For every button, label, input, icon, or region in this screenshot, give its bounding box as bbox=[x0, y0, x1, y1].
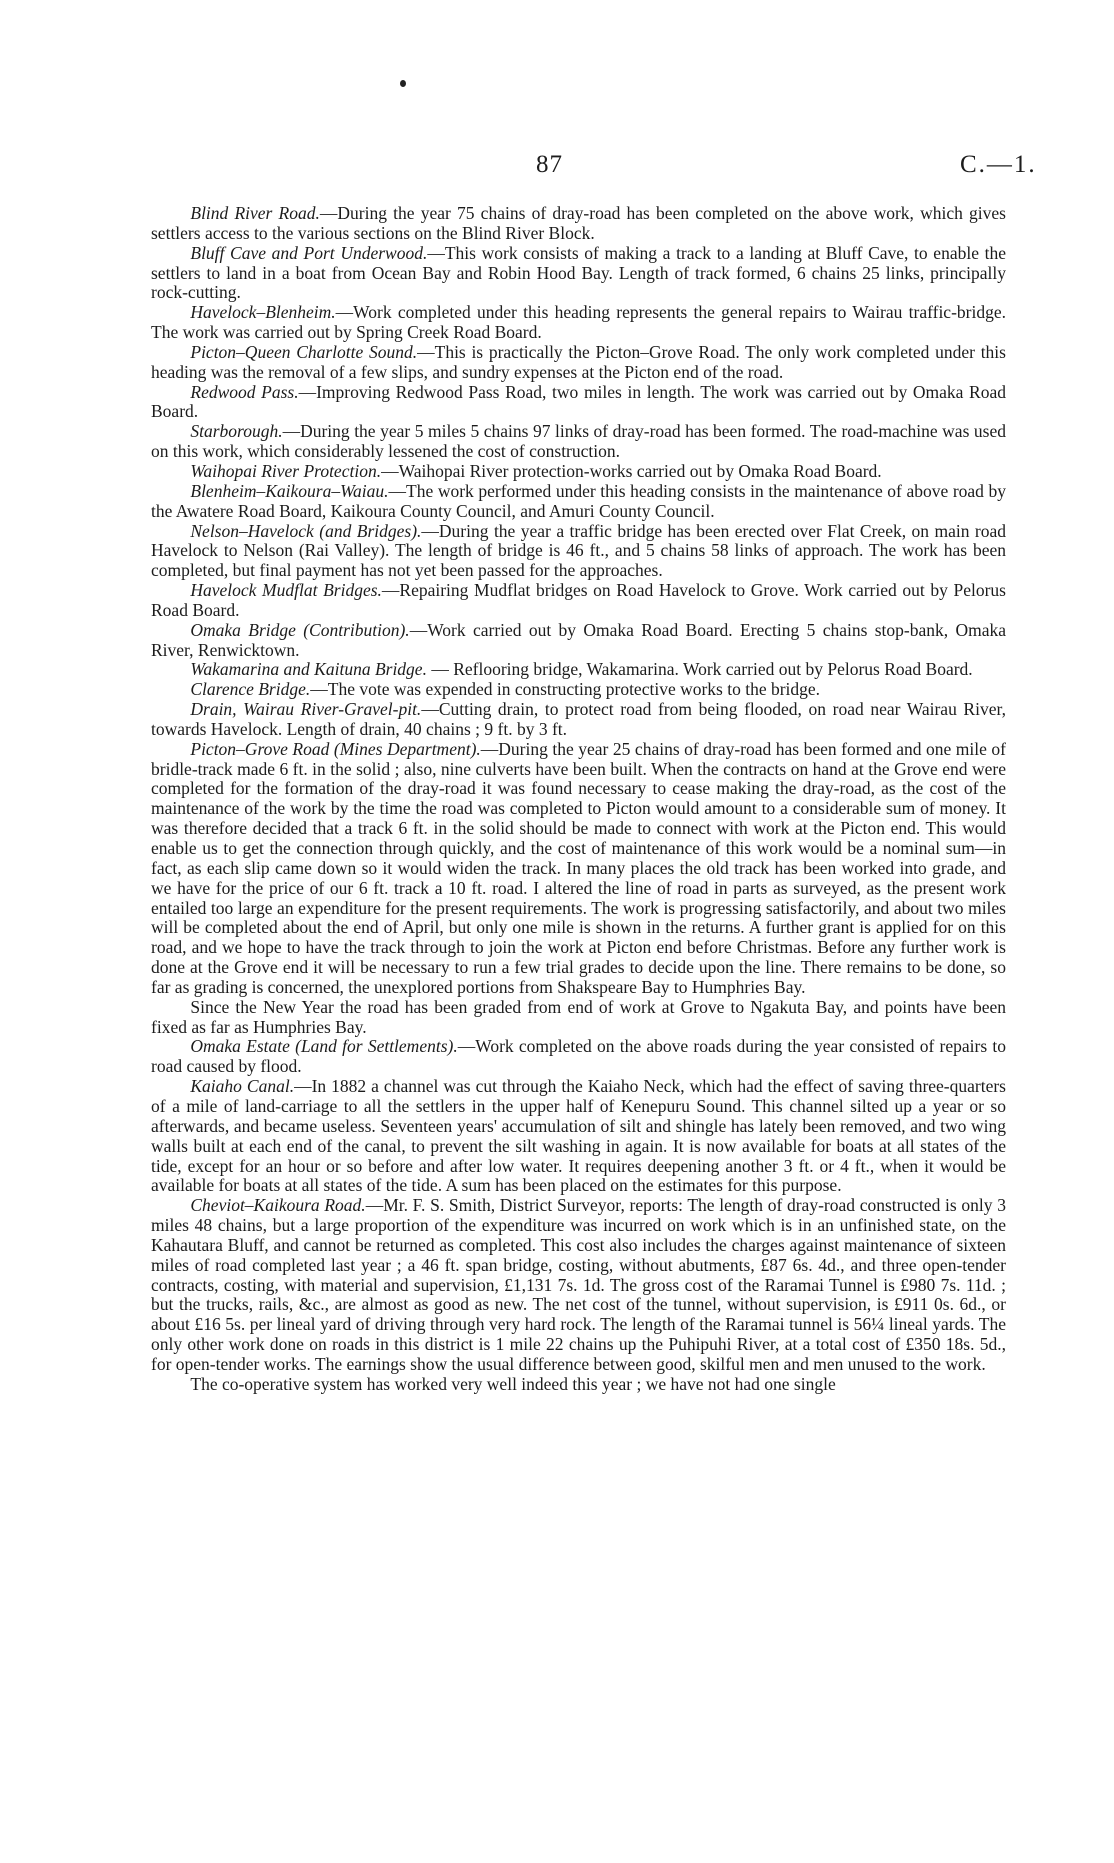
paragraph bbox=[151, 462, 1006, 482]
paragraph-heading: Omaka Estate (Land for Settlements). bbox=[190, 1036, 458, 1057]
paragraph-heading: Kaiaho Canal. bbox=[190, 1076, 295, 1097]
paragraph bbox=[151, 422, 1006, 462]
paragraph-text: —Mr. F. S. Smith, District Surveyor, reports: The length of dray-road constructed is only 3 miles 48 chains, but a large proportion of the expenditure was incurred on work which is in an unfinished state, on the Kahautara Bluff, and cannot be returned as completed. This cost also includes the charges against maintenance of sixteen miles of road completed last year ; a 46 ft. span bridge, costing, without abutments, £87 6s. 4d., and three open-tender contracts, costing, with material and supervision, £1,131 7s. 1d. The gross cost of the Raramai Tunnel is £980 7s. 11d. ; but the trucks, rails, &c., are almost as good as new. The net cost of the tunnel, without supervision, is £911 0s. 6d., or about £16 5s. per lineal yard of driving through very hard rock. The length of the Raramai tunnel is 56¼ lineal yards. The only other work done on roads in this district is 1 mile 22 chains up the Puhipuhi River, at a total cost of £350 18s. 5d., for open-tender works. The earnings show the usual difference between good, skilful men and men unused to the work. bbox=[151, 1195, 1006, 1374]
page-number: 87 bbox=[536, 151, 563, 178]
paragraph-text: Since the New Year the road has been graded from end of work at Grove to Ngakuta Bay, and points have been fixed as far as Humphries Bay. bbox=[151, 996, 1006, 1037]
paragraph bbox=[151, 303, 1006, 343]
paragraph bbox=[151, 660, 1006, 680]
paragraph bbox=[151, 482, 1006, 522]
paragraph-heading: Waihopai River Protection. bbox=[190, 460, 382, 481]
paragraph bbox=[151, 1375, 1006, 1395]
paragraph bbox=[151, 522, 1006, 582]
paragraph-heading: Bluff Cave and Port Underwood. bbox=[190, 242, 428, 263]
paragraph-heading: Havelock Mudflat Bridges. bbox=[190, 580, 382, 601]
paragraph-heading: Havelock–Blenheim. bbox=[190, 302, 336, 323]
paragraph-text: —During the year 5 miles 5 chains 97 links of dray-road has been formed. The road-machine was used on this work, which considerably lessened the cost of construction. bbox=[151, 421, 1006, 462]
paragraph-heading: Nelson–Havelock (and Bridges). bbox=[190, 520, 422, 541]
paragraph-heading: Wakamarina and Kaituna Bridge. bbox=[190, 659, 427, 680]
paragraph-text: —Waihopai River protection-works carried out by Omaka Road Board. bbox=[381, 460, 882, 481]
paragraph-heading: Picton–Queen Charlotte Sound. bbox=[190, 341, 418, 362]
paragraph-text: —During the year 25 chains of dray-road has been formed and one mile of bridle-track made 6 ft. in the solid ; also, nine culverts have been built. When the contracts on hand at the Grove end were completed for the formation of the dray-road it was found necessary to cease making the dray-road, as the cost of the maintenance of the work by the time the road was completed to Picton would amount to a considerable sum of money. It was therefore decided that a track 6 ft. in the solid should be made to connect with work at the Picton end. This would enable us to get the connection through quickly, and the cost of maintenance of this work would be a nominal sum—in fact, as each slip came down so it would widen the track. In many places the old track has been worked into grade, and we have for the price of our 6 ft. track a 10 ft. road. I altered the line of road in parts as surveyed, as the present work entailed too large an expenditure for the present requirements. The work is progressing satisfactorily, and about two miles will be completed about the end of April, but only one mile is shown in the returns. A further grant is applied for on this road, and we hope to have the track through to join the work at Picton end before Christmas. Before any further work is done at the Grove end it will be necessary to run a few trial grades to decide upon the line. There remains to be done, so far as grading is concerned, the unexplored portions from Shakspeare Bay to Humphries Bay. bbox=[151, 738, 1006, 997]
paragraph bbox=[151, 343, 1006, 383]
paragraph-text: —During the year 75 chains of dray-road has been completed on the above work, which gives settlers access to the various sections on the Blind River Block. bbox=[151, 203, 1006, 243]
paragraph bbox=[151, 204, 1006, 244]
paragraph-heading: Drain, Wairau River-Gravel-pit. bbox=[190, 699, 422, 720]
paragraph-text: —The vote was expended in constructing protective works to the bridge. bbox=[310, 679, 821, 700]
ink-dot-mark bbox=[400, 80, 406, 87]
paragraph-text: —Work completed on the above roads during the year consisted of repairs to road caused by flood. bbox=[151, 1036, 1006, 1077]
paragraph-text: —Work completed under this heading represents the general repairs to Wairau traffic-bridge. The work was carried out by Spring Creek Road Board. bbox=[151, 302, 1006, 343]
paragraph-text: —In 1882 a channel was cut through the Kaiaho Neck, which had the effect of saving three-quarters of a mile of land-carriage to all the settlers in the upper half of Kenepuru Sound. This channel silted up a year or so afterwards, and became useless. Seventeen years' accumulation of silt and shingle has lately been removed, and two wing walls built at each end of the canal, to prevent the silt washing in again. It is now available for boats at all states of the tide, except for an hour or so before and after low water. It requires deepening another 3 ft. or 4 ft., when it would be available for boats at all states of the tide. A sum has been placed on the estimates for this purpose. bbox=[151, 1076, 1006, 1196]
paragraph bbox=[151, 383, 1006, 423]
paragraph-heading: Starborough. bbox=[190, 421, 283, 442]
paragraph-heading: Picton–Grove Road (Mines Department). bbox=[190, 738, 481, 759]
paragraph bbox=[151, 680, 1006, 700]
paragraph-text: —Improving Redwood Pass Road, two miles in length. The work was carried out by Omaka Road Board. bbox=[151, 381, 1006, 422]
paragraph-text: The co-operative system has worked very well indeed this year ; we have not had one single bbox=[190, 1373, 836, 1394]
paragraph-text: —This is practically the Picton–Grove Road. The only work completed under this heading was the removal of a few slips, and sundry expenses at the Picton end of the road. bbox=[151, 341, 1006, 382]
paragraph-heading: Blenheim–Kaikoura–Waiau. bbox=[190, 480, 389, 501]
paragraph-heading: Clarence Bridge. bbox=[190, 679, 311, 700]
paragraph-text: — Reflooring bridge, Wakamarina. Work carried out by Pelorus Road Board. bbox=[426, 659, 973, 680]
paragraph-text: —During the year a traffic bridge has been erected over Flat Creek, on main road Havelock to Nelson (Rai Valley). The length of bridge is 46 ft., and 5 chains 58 links of approach. The work has been completed, but final payment has not yet been passed for the approaches. bbox=[151, 520, 1007, 581]
paragraph-text: —Work carried out by Omaka Road Board. Erecting 5 chains stop-bank, Omaka River, Renwicktown. bbox=[151, 619, 1007, 660]
paragraph-text: —Cutting drain, to protect road from being flooded, on road near Wairau River, towards Havelock. Length of drain, 40 chains ; 9 ft. by 3 ft. bbox=[151, 699, 1006, 739]
body-text bbox=[151, 204, 1006, 1395]
paragraph bbox=[151, 1077, 1006, 1196]
paragraph bbox=[151, 1196, 1006, 1375]
paragraph bbox=[151, 621, 1006, 661]
paragraph bbox=[151, 581, 1006, 621]
paragraph-text: —This work consists of making a track to a landing at Bluff Cave, to enable the settlers to land in a boat from Ocean Bay and Robin Hood Bay. Length of track formed, 6 chains 25 links, principally rock-cutting. bbox=[151, 242, 1006, 303]
paragraph-heading: Omaka Bridge (Contribution). bbox=[190, 619, 410, 640]
paragraph bbox=[151, 1037, 1006, 1077]
paragraph-heading: Redwood Pass. bbox=[190, 381, 299, 402]
paragraph bbox=[151, 244, 1006, 304]
paragraph-text: —The work performed under this heading consists in the maintenance of above road by the Awatere Road Board, Kaikoura County Council, and Amuri County Council. bbox=[151, 480, 1006, 521]
paragraph-heading: Blind River Road. bbox=[190, 203, 320, 223]
paragraph-text: —Repairing Mudflat bridges on Road Havelock to Grove. Work carried out by Pelorus Road Board. bbox=[151, 580, 1006, 620]
paragraph bbox=[151, 998, 1006, 1038]
paragraph-heading: Cheviot–Kaikoura Road. bbox=[190, 1195, 366, 1216]
paragraph bbox=[151, 700, 1006, 740]
document-reference: C.—1. bbox=[960, 151, 1037, 178]
paragraph bbox=[151, 740, 1006, 998]
